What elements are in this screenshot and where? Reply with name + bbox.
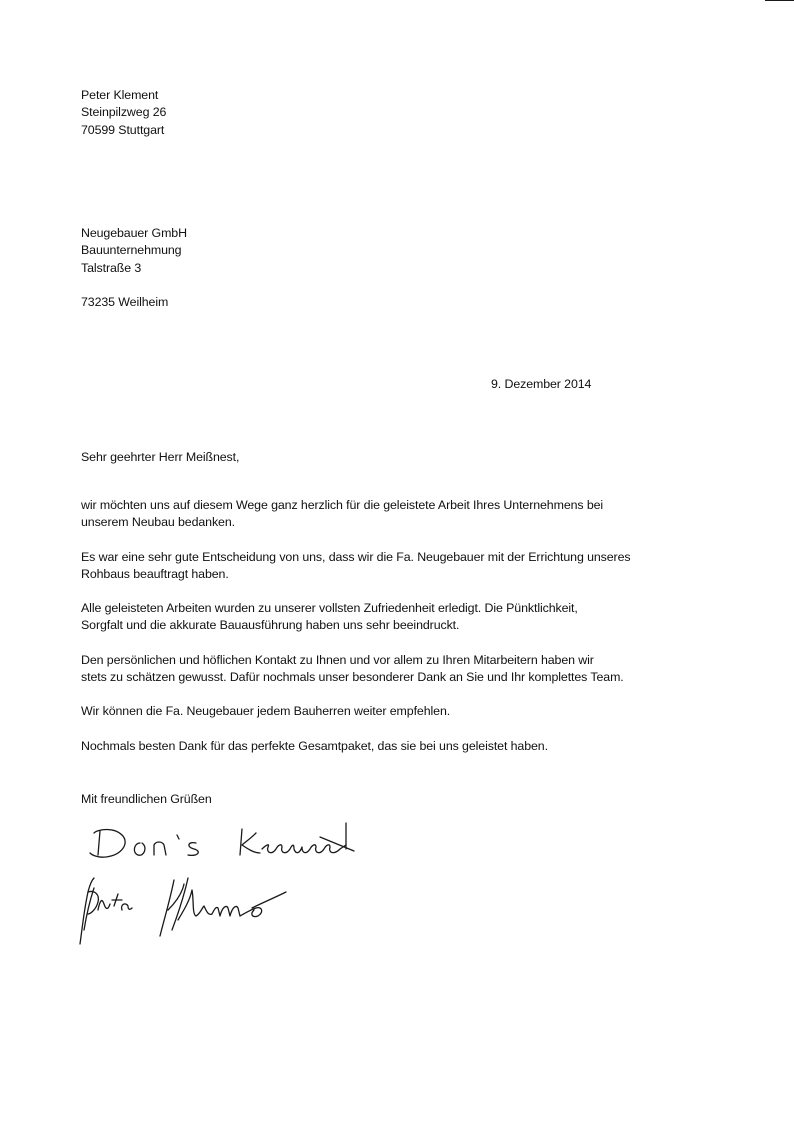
- paragraph-line: Sorgfalt und die akkurate Bauausführung haben uns sehr beeindruckt.: [81, 618, 460, 633]
- paragraph-line: Wir können die Fa. Neugebauer jedem Bauherren weiter empfehlen.: [81, 704, 451, 718]
- salutation-text: Sehr geehrter Herr Meißnest,: [81, 450, 240, 464]
- signature-peter-klement-icon: [74, 870, 304, 950]
- paragraph-line: stets zu schätzen gewusst. Dafür nochmals unser besonderer Dank an Sie und Ihr komplettes Team.: [81, 670, 624, 685]
- paragraph-line: Den persönlichen und höflichen Kontakt zu Ihnen und vor allem zu Ihren Mitarbeitern haben wir: [81, 653, 594, 667]
- paragraph-line: Es war eine sehr gute Entscheidung von uns, dass wir die Fa. Neugebauer mit der Errichtung unseres: [81, 550, 631, 564]
- body-paragraph-5: [81, 703, 681, 720]
- recipient-address: [81, 225, 187, 311]
- paragraph-line: unserem Neubau bedanken.: [81, 515, 235, 530]
- scan-corner-mark: [765, 0, 794, 1]
- body-paragraph-4: [81, 652, 681, 687]
- body-paragraph-1: [81, 497, 681, 532]
- signature-doris-klement-icon: [84, 815, 364, 865]
- salutation: [81, 449, 239, 466]
- sender-city: 70599 Stuttgart: [81, 122, 165, 137]
- body-paragraph-2: [81, 549, 681, 584]
- letter-date: 9. Dezember 2014: [491, 377, 592, 391]
- paragraph-line: Alle geleisteten Arbeiten wurden zu unserer vollsten Zufriedenheit erledigt. Die Pünktlichkeit,: [81, 601, 578, 615]
- paragraph-line: Rohbaus beauftragt haben.: [81, 567, 229, 582]
- body-paragraph-6: [81, 738, 681, 755]
- body-paragraph-3: [81, 600, 681, 635]
- paragraph-line: Nochmals besten Dank für das perfekte Gesamtpaket, das sie bei uns geleistet haben.: [81, 739, 548, 753]
- paragraph-line: wir möchten uns auf diesem Wege ganz herzlich für die geleistete Arbeit Ihres Unternehmens bei: [81, 498, 604, 512]
- recipient-city: 73235 Weilheim: [81, 294, 169, 309]
- recipient-street: Talstraße 3: [81, 260, 142, 275]
- sender-name: Peter Klement: [81, 88, 159, 102]
- closing-phrase: Mit freundlichen Grüßen: [81, 792, 212, 806]
- recipient-company: Neugebauer GmbH: [81, 226, 187, 240]
- sender-address: [81, 87, 166, 139]
- recipient-department: Bauunternehmung: [81, 243, 182, 258]
- sender-street: Steinpilzweg 26: [81, 105, 167, 120]
